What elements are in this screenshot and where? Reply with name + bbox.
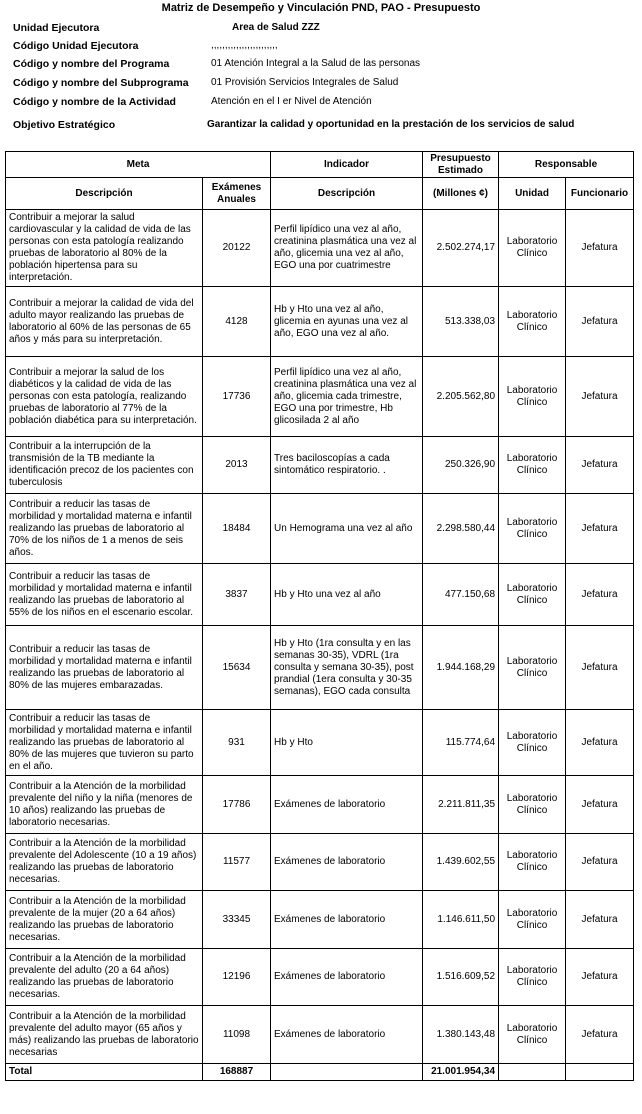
header-value: Atención en el I er Nivel de Atención [211,96,372,107]
table-row [6,710,634,776]
header-label: Código y nombre del Subprograma [13,77,189,89]
header-label: Código y nombre de la Actividad [13,96,176,108]
meta-description-cell: Contribuir a la Atención de la morbilidad prevalente del adulto mayor (65 años y más) realizando las pruebas de laboratorio necesarias [6,1006,203,1064]
header-value: 01 Provisión Servicios Integrales de Salud [211,77,399,88]
annual-exams-cell: 17736 [203,357,271,437]
estimated-budget-cell: 2.502.274,17 [423,210,499,287]
annual-exams-cell: 33345 [203,891,271,949]
table-row [6,1006,634,1064]
header-line [13,119,633,137]
responsable-group-header: Responsable [499,152,634,178]
responsible-unit-cell: Laboratorio Clínico [499,494,566,564]
indicator-description-cell: Hb y Hto (1ra consulta y en las semanas 30-35), VDRL (1ra consulta y semana 30-35), post prandial (1era consulta y 30-35 semanas), EGO cada consulta [271,626,423,710]
col-header-funcionario: Funcionario [566,178,634,210]
indicator-description-cell: Exámenes de laboratorio [271,776,423,834]
table-row [6,626,634,710]
responsible-official-cell: Jefatura [566,1006,634,1064]
indicator-description-cell: Hb y Hto una vez al año, glicemia en ayunas una vez al año, EGO una vez al año. [271,287,423,357]
responsible-official-cell: Jefatura [566,437,634,494]
responsible-official-cell: Jefatura [566,626,634,710]
estimated-budget-cell: 1.439.602,55 [423,834,499,891]
performance-matrix-table [5,151,634,1081]
meta-description-cell: Contribuir a reducir las tasas de morbilidad y mortalidad materna e infantil realizando las pruebas de laboratorio al 80% de las mujeres embarazadas. [6,626,203,710]
col-header-examenes: Exámenes Anuales [203,178,271,210]
meta-description-cell: Contribuir a mejorar la salud de los diabéticos y la calidad de vida de las personas con esta patología, realizando pruebas de laboratorio al 77% de la población diabética para su interpretación. [6,357,203,437]
table-row [6,776,634,834]
meta-description-cell: Contribuir a mejorar la calidad de vida del adulto mayor realizando las pruebas de laboratorio al 60% de las personas de 65 años y más para su interpretación. [6,287,203,357]
responsible-unit-cell: Laboratorio Clínico [499,776,566,834]
table-row [6,210,634,287]
indicator-description-cell: Perfil lipídico una vez al año, creatinina plasmática una vez al año, glicemia cada trimestre, EGO una por trimestre, Hb glicosilada 2 al año [271,357,423,437]
responsible-unit-cell: Laboratorio Clínico [499,564,566,626]
estimated-budget-cell: 1.516.609,52 [423,949,499,1006]
meta-description-cell: Contribuir a la Atención de la morbilidad prevalente del Adolescente (10 a 19 años) realizando las pruebas de laboratorio necesarias. [6,834,203,891]
estimated-budget-cell: 2.205.562,80 [423,357,499,437]
header-label: Objetivo Estratégico [13,119,116,131]
responsible-unit-cell: Laboratorio Clínico [499,891,566,949]
responsible-official-cell: Jefatura [566,834,634,891]
meta-description-cell: Contribuir a la Atención de la morbilidad prevalente del adulto (20 a 64 años) realizando las pruebas de laboratorio necesarias. [6,949,203,1006]
estimated-budget-cell: 1.380.143,48 [423,1006,499,1064]
group-header-row [6,152,634,178]
table-body [6,210,634,1064]
annual-exams-cell: 931 [203,710,271,776]
table-row [6,564,634,626]
annual-exams-cell: 2013 [203,437,271,494]
responsible-unit-cell: Laboratorio Clínico [499,210,566,287]
annual-exams-cell: 11577 [203,834,271,891]
total-row [6,1064,634,1081]
table-row [6,891,634,949]
responsible-official-cell: Jefatura [566,776,634,834]
responsible-official-cell: Jefatura [566,949,634,1006]
responsible-official-cell: Jefatura [566,564,634,626]
meta-description-cell: Contribuir a reducir las tasas de morbilidad y mortalidad materna e infantil realizando las pruebas de laboratorio al 70% de los niños de 1 a menos de seis años. [6,494,203,564]
header-line [13,96,633,114]
table-row [6,949,634,1006]
total-empty-func [566,1064,634,1081]
header-label: Código Unidad Ejecutora [13,40,139,52]
responsible-unit-cell: Laboratorio Clínico [499,437,566,494]
indicator-description-cell: Hb y Hto una vez al año [271,564,423,626]
total-exams: 168887 [203,1064,271,1081]
annual-exams-cell: 12196 [203,949,271,1006]
presupuesto-group-header: Presupuesto Estimado [423,152,499,178]
responsible-official-cell: Jefatura [566,494,634,564]
indicator-description-cell: Hb y Hto [271,710,423,776]
responsible-unit-cell: Laboratorio Clínico [499,834,566,891]
indicator-description-cell: Un Hemograma una vez al año [271,494,423,564]
col-header-millones: (Millones ¢) [423,178,499,210]
header-value: Area de Salud ZZZ [232,22,320,33]
document-title: Matriz de Desempeño y Vinculación PND, PAO - Presupuesto [161,2,481,14]
total-label: Total [6,1064,203,1081]
meta-group-header: Meta [6,152,271,178]
estimated-budget-cell: 513.338,03 [423,287,499,357]
annual-exams-cell: 15634 [203,626,271,710]
header-label: Código y nombre del Programa [13,58,170,70]
meta-description-cell: Contribuir a la Atención de la morbilidad prevalente de la mujer (20 a 64 años) realizando las pruebas de laboratorio necesarias. [6,891,203,949]
table-row [6,834,634,891]
annual-exams-cell: 20122 [203,210,271,287]
total-budget: 21.001.954,34 [423,1064,499,1081]
estimated-budget-cell: 1.944.168,29 [423,626,499,710]
table-row [6,287,634,357]
meta-description-cell: Contribuir a reducir las tasas de morbilidad y mortalidad materna e infantil realizando las pruebas de laboratorio al 55% de los niños en el escenario escolar. [6,564,203,626]
meta-description-cell: Contribuir a mejorar la salud cardiovascular y la calidad de vida de las personas con esta patología realizando pruebas de laboratorio al 80% de la población hipertensa para su interpretación. [6,210,203,287]
table-row [6,357,634,437]
indicator-description-cell: Exámenes de laboratorio [271,1006,423,1064]
header-value: ,,,,,,,,,,,,,,,,,,,,,,,, [211,40,278,51]
total-empty-indicator [271,1064,423,1081]
responsible-official-cell: Jefatura [566,357,634,437]
annual-exams-cell: 17786 [203,776,271,834]
estimated-budget-cell: 477.150,68 [423,564,499,626]
responsible-unit-cell: Laboratorio Clínico [499,626,566,710]
annual-exams-cell: 4128 [203,287,271,357]
estimated-budget-cell: 2.211.811,35 [423,776,499,834]
responsible-official-cell: Jefatura [566,210,634,287]
responsible-official-cell: Jefatura [566,287,634,357]
column-header-row [6,178,634,210]
meta-description-cell: Contribuir a la interrupción de la transmisión de la TB mediante la identificación precoz de los pacientes con tuberculosis [6,437,203,494]
indicator-description-cell: Exámenes de laboratorio [271,891,423,949]
header-label: Unidad Ejecutora [13,22,100,34]
estimated-budget-cell: 250.326,90 [423,437,499,494]
responsible-unit-cell: Laboratorio Clínico [499,287,566,357]
table-row [6,437,634,494]
col-header-unidad: Unidad [499,178,566,210]
responsible-unit-cell: Laboratorio Clínico [499,710,566,776]
indicator-description-cell: Exámenes de laboratorio [271,949,423,1006]
header-value: 01 Atención Integral a la Salud de las personas [211,58,421,69]
meta-description-cell: Contribuir a la Atención de la morbilidad prevalente del niño y la niña (menores de 10 años) realizando las pruebas de laboratorio necesarias. [6,776,203,834]
estimated-budget-cell: 2.298.580,44 [423,494,499,564]
header-line [13,58,633,76]
annual-exams-cell: 11098 [203,1006,271,1064]
header-line [13,77,633,95]
header-line [13,22,633,40]
responsible-official-cell: Jefatura [566,710,634,776]
responsible-official-cell: Jefatura [566,891,634,949]
indicador-group-header: Indicador [271,152,423,178]
indicator-description-cell: Tres baciloscopías a cada sintomático respiratorio. . [271,437,423,494]
annual-exams-cell: 18484 [203,494,271,564]
responsible-unit-cell: Laboratorio Clínico [499,1006,566,1064]
estimated-budget-cell: 1.146.611,50 [423,891,499,949]
total-empty-unit [499,1064,566,1081]
estimated-budget-cell: 115.774,64 [423,710,499,776]
header-value: Garantizar la calidad y oportunidad en la prestación de los servicios de salud [207,119,575,130]
responsible-unit-cell: Laboratorio Clínico [499,949,566,1006]
col-header-indicador-descripcion: Descripción [271,178,423,210]
meta-description-cell: Contribuir a reducir las tasas de morbilidad y mortalidad materna e infantil realizando las pruebas de laboratorio al 80% de las mujeres que tuvieron su parto en el año. [6,710,203,776]
header-line [13,40,633,58]
indicator-description-cell: Exámenes de laboratorio [271,834,423,891]
table-row [6,494,634,564]
annual-exams-cell: 3837 [203,564,271,626]
col-header-descripcion: Descripción [6,178,203,210]
indicator-description-cell: Perfil lipídico una vez al año, creatinina plasmática una vez al año, glicemia una vez al año, EGO una por cuatrimestre [271,210,423,287]
responsible-unit-cell: Laboratorio Clínico [499,357,566,437]
